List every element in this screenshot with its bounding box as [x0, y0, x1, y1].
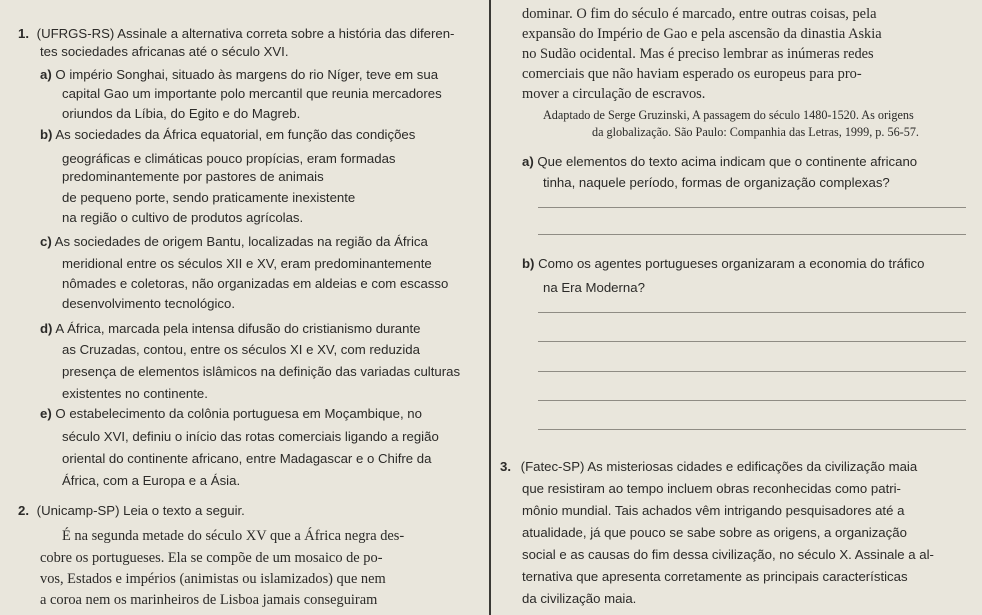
q1-option-b-line-1: As sociedades da África equatorial, em função das condições	[55, 127, 416, 142]
answer-line[interactable]	[538, 400, 966, 401]
q1-option-d-line-3: presença de elementos islâmicos na definição das variadas culturas	[62, 364, 461, 379]
q1-option-e-line-3: oriental do continente africano, entre Madagascar e o Chifre da	[62, 451, 432, 466]
q3-number: 3.	[500, 459, 511, 474]
q1-option-c-line-1: As sociedades de origem Bantu, localizadas na região da África	[54, 234, 428, 249]
q2-number: 2.	[18, 503, 29, 518]
q1-stem-line-1: (UFRGS-RS) Assinale a alternativa correta sobre a história das diferen-	[36, 26, 455, 41]
q1-option-c-letter: c)	[40, 234, 52, 249]
q1-option-a-line-2: capital Gao um importante polo mercantil que reunia mercadores	[62, 86, 442, 101]
q2-text-right-line-5: mover a circulação de escravos.	[522, 86, 706, 102]
q1-option-b-line-2: geográficas e climáticas pouco propícias, eram formadas	[62, 151, 396, 166]
q2-sub-b-line-1: Como os agentes portugueses organizaram a economia do tráfico	[538, 256, 925, 271]
q2-text-left-line-2: cobre os portugueses. Ela se compõe de um mosaico de po-	[40, 550, 383, 566]
q1-option-c-line-2: meridional entre os séculos XII e XV, eram predominantemente	[62, 256, 432, 271]
q3-line-1: (Fatec-SP) As misteriosas cidades e edificações da civilização maia	[520, 459, 918, 474]
q3-line-5: social e as causas do fim dessa civilização, no século X. Assinale a al-	[522, 547, 934, 562]
q2-sub-b-letter: b)	[522, 256, 535, 271]
answer-line[interactable]	[538, 234, 966, 235]
q2-text-left-line-1: É na segunda metade do século XV que a África negra des-	[62, 528, 405, 544]
q1-option-c-line-3: nômades e coletoras, não organizadas em aldeias e com escasso	[62, 276, 449, 291]
q1-option-d-line-1: A África, marcada pela intensa difusão do cristianismo durante	[55, 321, 421, 336]
q1-number-line	[18, 26, 454, 42]
q3-line-2: que resistiram ao tempo incluem obras reconhecidas como patri-	[522, 481, 901, 496]
q3-line-4: atualidade, já que pouco se sabe sobre as origens, a organização	[522, 525, 907, 540]
q1-option-c[interactable]	[40, 234, 428, 250]
q1-option-b-line-3: predominantemente por pastores de animais	[62, 169, 324, 184]
q2-source-line-2: da globalização. São Paulo: Companhia das Letras, 1999, p. 56-57.	[592, 125, 919, 139]
q2-text-right-line-3: no Sudão ocidental. Mas é preciso lembrar as inúmeras redes	[522, 46, 874, 62]
column-divider	[489, 0, 491, 615]
q3-line-6: ternativa que apresenta corretamente as principais características	[522, 569, 908, 584]
q1-option-b-line-4: de pequeno porte, sendo praticamente inexistente	[62, 190, 356, 205]
q1-option-a[interactable]	[40, 67, 438, 83]
q1-option-d-line-2: as Cruzadas, contou, entre os séculos XI e XV, com reduzida	[62, 342, 420, 357]
q2-text-right-line-4: comerciais que não haviam esperado os europeus para pro-	[522, 66, 862, 82]
q1-stem-line-2: tes sociedades africanas até o século XVI.	[40, 44, 289, 59]
q1-option-e-letter: e)	[40, 406, 52, 421]
q3-number-line	[500, 459, 917, 475]
q2-sub-a	[522, 154, 917, 170]
q1-option-b[interactable]	[40, 127, 415, 143]
q2-text-right-line-1: dominar. O fim do século é marcado, entre outras coisas, pela	[522, 6, 877, 22]
q2-text-right-line-2: expansão do Império de Gao e pela ascensão da dinastia Askia	[522, 26, 882, 42]
answer-line[interactable]	[538, 312, 966, 313]
q1-option-b-letter: b)	[40, 127, 53, 142]
q1-option-d-line-4: existentes no continente.	[62, 386, 208, 401]
answer-line[interactable]	[538, 341, 966, 342]
q3-line-3: mônio mundial. Tais achados vêm intrigando pesquisadores até a	[522, 503, 905, 518]
q3-line-7: da civilização maia.	[522, 591, 637, 606]
answer-line[interactable]	[538, 429, 966, 430]
q1-option-c-line-4: desenvolvimento tecnológico.	[62, 296, 236, 311]
q2-sub-a-letter: a)	[522, 154, 534, 169]
q2-source-line-1: Adaptado de Serge Gruzinski, A passagem do século 1480-1520. As origens	[543, 108, 914, 122]
q2-stem: (Unicamp-SP) Leia o texto a seguir.	[36, 503, 245, 518]
q2-sub-a-line-1: Que elementos do texto acima indicam que o continente africano	[537, 154, 918, 169]
q2-text-left-line-4: a coroa nem os marinheiros de Lisboa jamais conseguiram	[40, 592, 378, 608]
q2-sub-a-line-2: tinha, naquele período, formas de organização complexas?	[543, 175, 890, 190]
q1-option-a-line-1: O império Songhai, situado às margens do rio Níger, teve em sua	[55, 67, 439, 82]
q2-text-left-line-3: vos, Estados e impérios (animistas ou islamizados) que nem	[40, 571, 386, 587]
q1-option-e-line-4: África, com a Europa e a Ásia.	[62, 473, 241, 488]
answer-line[interactable]	[538, 371, 966, 372]
q1-option-d[interactable]	[40, 321, 420, 337]
q1-option-e[interactable]	[40, 406, 422, 422]
q1-number: 1.	[18, 26, 29, 41]
q1-option-b-line-5: na região o cultivo de produtos agrícolas.	[62, 210, 304, 225]
q1-option-e-line-1: O estabelecimento da colônia portuguesa em Moçambique, no	[55, 406, 422, 421]
q1-option-e-line-2: século XVI, definiu o início das rotas comerciais ligando a região	[62, 429, 439, 444]
q1-option-a-line-3: oriundos da Líbia, do Egito e do Magreb.	[62, 106, 301, 121]
q1-option-d-letter: d)	[40, 321, 53, 336]
answer-line[interactable]	[538, 207, 966, 208]
q1-option-a-letter: a)	[40, 67, 52, 82]
q2-sub-b	[522, 256, 924, 272]
q2-sub-b-line-2: na Era Moderna?	[543, 280, 645, 295]
q2-number-line	[18, 503, 245, 519]
